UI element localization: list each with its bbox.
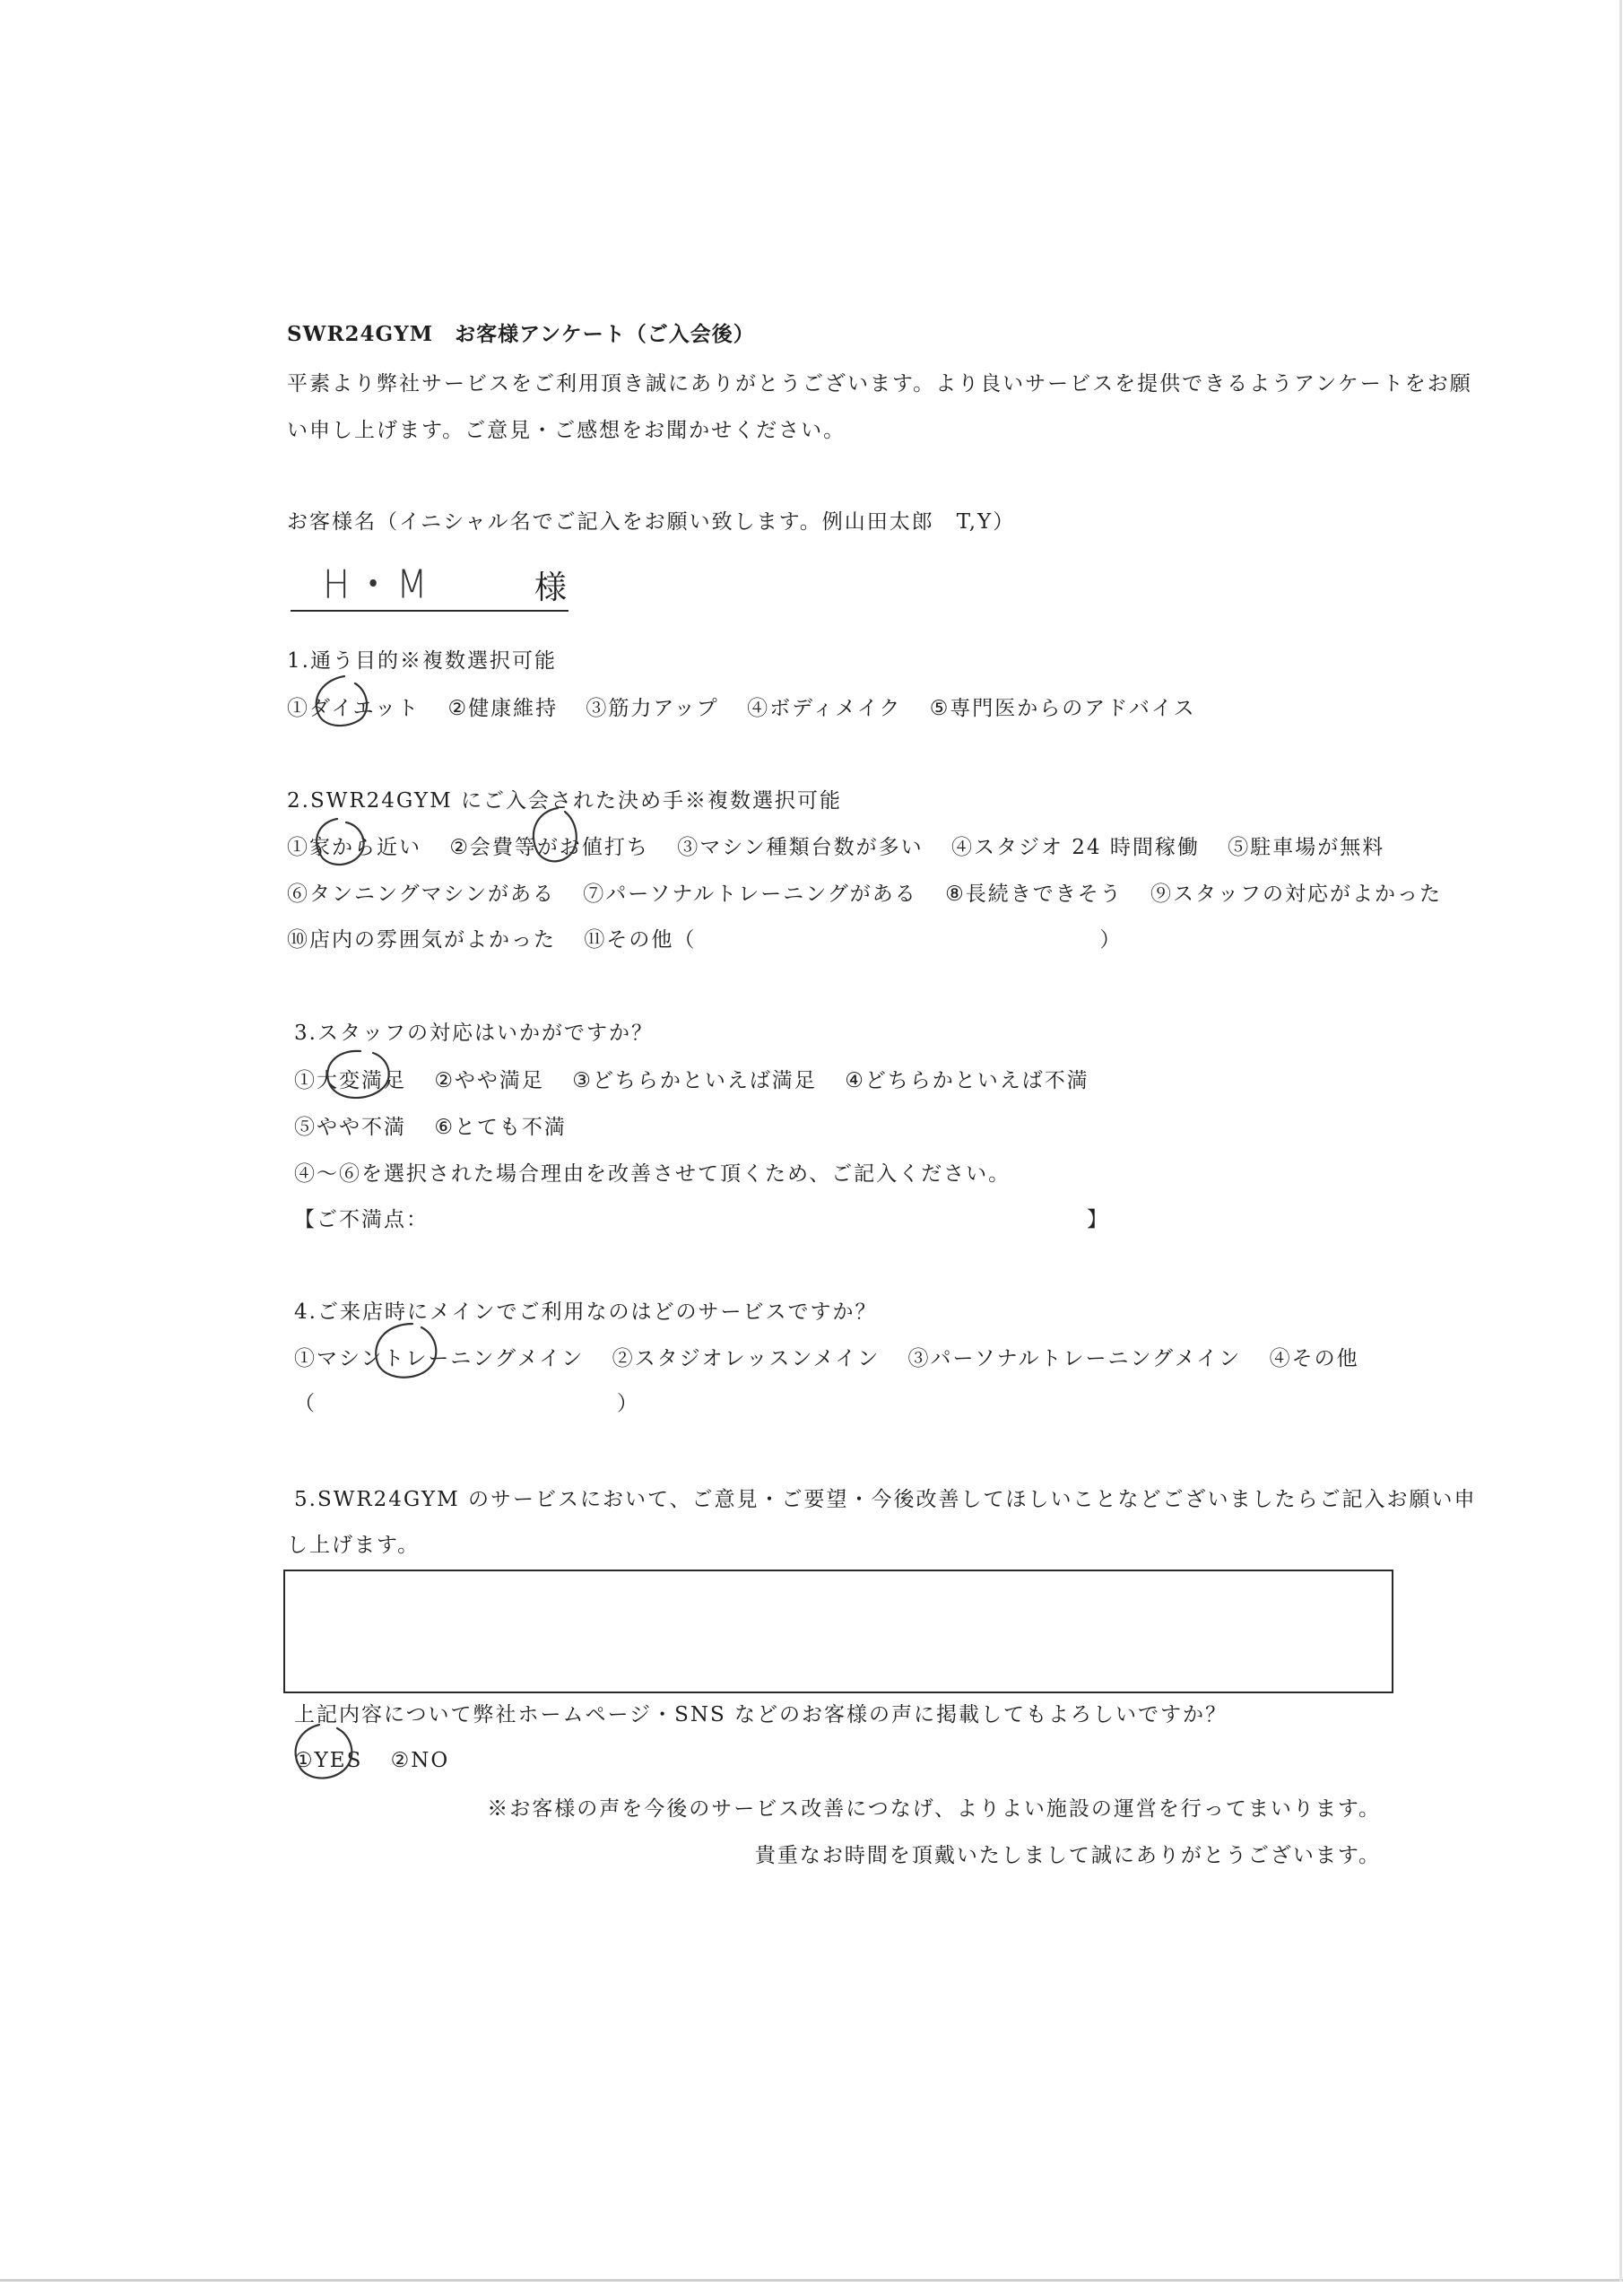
publish-question: 上記内容について弊社ホームページ・SNS などのお客様の声に掲載してもよろしいですか？	[294, 1703, 1228, 1726]
q3-option-2[interactable]: ②やや満足	[434, 1069, 544, 1092]
intro-line-1: 平素より弊社サービスをご利用頂き誠にありがとうございます。より良いサービスを提供できるようアンケートをお願	[287, 372, 1472, 396]
q4-other-close: ）	[617, 1392, 639, 1415]
q3-option-4[interactable]: ④どちらかといえば不満	[845, 1069, 1089, 1092]
customer-name-handwritten[interactable]: H・M	[323, 562, 433, 608]
q4-option-3[interactable]: ③パーソナルトレーニングメイン	[907, 1347, 1242, 1370]
survey-title: SWR24GYM お客様アンケート（ご入会後）	[287, 322, 755, 346]
q2-options-row-1	[287, 834, 1384, 861]
q4-option-4[interactable]: ④その他	[1269, 1347, 1359, 1370]
q2-option-5[interactable]: ⑤駐車場が無料	[1228, 836, 1385, 859]
q2-option-4[interactable]: ④スタジオ 24 時間稼働	[951, 836, 1200, 859]
q2-option-3[interactable]: ③マシン種類台数が多い	[677, 836, 924, 859]
q2-question: 2.SWR24GYM にご入会された決め手※複数選択可能	[287, 789, 842, 813]
q3-option-6[interactable]: ⑥とても不満	[434, 1116, 567, 1139]
paper-bottom-edge	[0, 2279, 1623, 2282]
publish-option-no[interactable]: ②NO	[390, 1749, 450, 1772]
q5-question-line-1: 5.SWR24GYM のサービスにおいて、ご意見・ご要望・今後改善してほしいことなどございましたらご記入お願い申	[294, 1488, 1477, 1511]
q2-option-1[interactable]: ①家から近い	[287, 836, 421, 859]
paper-right-edge	[1619, 0, 1622, 2282]
q3-complaint-open: 【ご不満点：	[294, 1208, 429, 1231]
q1-option-2[interactable]: ②健康維持	[447, 697, 559, 720]
q4-option-2[interactable]: ②スタジオレッスンメイン	[612, 1347, 881, 1370]
q3-complaint-close: 】	[1087, 1208, 1109, 1231]
q5-answer-box[interactable]	[283, 1570, 1393, 1693]
customer-name-label: お客様名（イニシャル名でご記入をお願い致します。例山田太郎 T,Y）	[287, 510, 1016, 534]
q4-other-open: （	[294, 1392, 317, 1415]
q1-option-3[interactable]: ③筋力アップ	[586, 697, 719, 720]
q2-options-row-3	[287, 926, 1122, 953]
q2-option-8[interactable]: ⑧長続きできそう	[945, 883, 1123, 906]
honorific-sama: 様	[534, 570, 568, 606]
q4-question: 4.ご来店時にメインでご利用なのはどのサービスですか？	[294, 1300, 878, 1324]
q2-option-2[interactable]: ②会費等がお値打ち	[449, 836, 649, 859]
q2-option-9[interactable]: ⑨スタッフの対応がよかった	[1150, 883, 1443, 906]
q3-option-3[interactable]: ③どちらかといえば満足	[572, 1069, 817, 1092]
q1-option-1[interactable]: ①ダイエット	[287, 697, 421, 720]
q3-options-row-1	[294, 1067, 1089, 1094]
q3-option-5[interactable]: ⑤やや不満	[294, 1116, 406, 1139]
q3-option-1[interactable]: ①大変満足	[294, 1069, 406, 1092]
footer-note: ※お客様の声を今後のサービス改善につなげ、よりよい施設の運営を行ってまいります。	[487, 1797, 1381, 1821]
intro-line-2: い申し上げます。ご意見・ご感想をお聞かせください。	[287, 419, 846, 442]
q2-option-10[interactable]: ⑩店内の雰囲気がよかった	[287, 928, 556, 952]
q3-question: 3.スタッフの対応はいかがですか？	[294, 1022, 654, 1045]
q2-option-11-other[interactable]: ⑪その他（ ）	[584, 928, 1123, 952]
footer-thanks: 貴重なお時間を頂戴いたしまして誠にありがとうございます。	[754, 1844, 1381, 1867]
q1-option-5[interactable]: ⑤専門医からのアドバイス	[929, 697, 1196, 720]
name-underline	[291, 610, 568, 612]
q2-option-7[interactable]: ⑦パーソナルトレーニングがある	[583, 883, 917, 906]
q2-options-row-2	[287, 881, 1442, 908]
q4-options	[294, 1345, 1359, 1372]
publish-options	[294, 1747, 449, 1774]
q3-note: ④～⑥を選択された場合理由を改善させて頂くため、ご記入ください。	[294, 1162, 1011, 1186]
q1-options	[287, 695, 1196, 722]
publish-option-yes[interactable]: ①YES	[294, 1749, 363, 1772]
q2-option-6[interactable]: ⑥タンニングマシンがある	[287, 883, 555, 906]
q4-option-1[interactable]: ①マシントレーニングメイン	[294, 1347, 585, 1370]
q5-question-line-2: し上げます。	[287, 1534, 421, 1557]
q3-options-row-2	[294, 1114, 567, 1141]
q1-question: 1.通う目的※複数選択可能	[287, 649, 557, 673]
q1-option-4[interactable]: ④ボディメイク	[747, 697, 902, 720]
